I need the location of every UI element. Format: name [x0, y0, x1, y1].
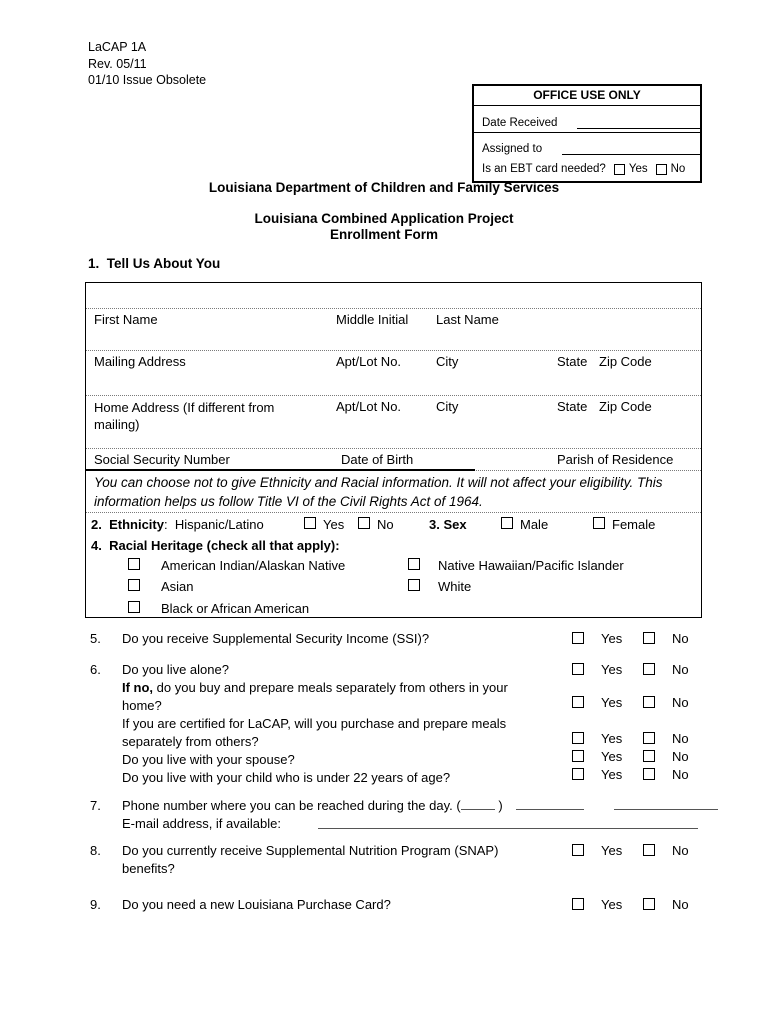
form-title-line1: Louisiana Combined Application Project — [254, 211, 514, 226]
q8-line1: Do you currently receive Supplemental Nutrition Program (SNAP) — [122, 843, 499, 858]
section1-heading-text: Tell Us About You — [106, 256, 221, 271]
q7-line2: E-mail address, if available: — [122, 816, 281, 831]
phone-prefix-field[interactable] — [516, 798, 584, 810]
ethnicity-label: Ethnicity — [109, 517, 164, 532]
date-received-row — [474, 106, 700, 133]
yes-label: Yes — [601, 843, 623, 858]
q7-number: 7. — [90, 798, 101, 813]
female-label: Female — [612, 517, 656, 532]
q6-meals-yes-checkbox[interactable] — [572, 696, 584, 708]
yes-label: Yes — [601, 662, 623, 677]
header-strip-row — [86, 283, 701, 309]
office-use-title: OFFICE USE ONLY — [474, 86, 700, 106]
ebt-question-label: Is an EBT card needed? — [482, 163, 606, 175]
home-address-row[interactable] — [86, 396, 701, 449]
racial-heritage-question — [91, 538, 340, 553]
race-native-hawaiian-checkbox[interactable] — [408, 558, 420, 570]
apt-lot-label: Apt/Lot No. — [336, 399, 402, 414]
first-name-label: First Name — [94, 312, 158, 327]
form-title-line2: Enrollment Form — [329, 227, 438, 242]
hispanic-latino-label: Hispanic/Latino — [174, 517, 264, 532]
no-label: No — [672, 843, 689, 858]
city-label: City — [436, 399, 459, 414]
section1-number: 1. — [88, 256, 100, 271]
yes-label: Yes — [601, 695, 623, 710]
q6-line3: home? — [122, 698, 162, 713]
q8-line2: benefits? — [122, 861, 175, 876]
q8-no-checkbox[interactable] — [643, 844, 655, 856]
ssn-label: Social Security Number — [94, 452, 230, 467]
q5-yes-no — [572, 631, 704, 647]
male-label: Male — [520, 517, 549, 532]
yes-label: Yes — [601, 767, 623, 782]
assigned-to-row — [474, 133, 700, 158]
q6-spouse-yes-checkbox[interactable] — [572, 750, 584, 762]
city-label: City — [436, 354, 459, 369]
email-field[interactable] — [318, 817, 698, 829]
race-american-indian-label: American Indian/Alaskan Native — [161, 558, 346, 573]
ebt-no-checkbox[interactable] — [656, 164, 667, 175]
q6-child-yes-no — [572, 767, 704, 783]
q5-text: Do you receive Supplemental Security Income (SSI)? — [122, 631, 430, 646]
office-use-only-box — [472, 84, 702, 183]
assigned-to-field[interactable] — [562, 142, 700, 155]
q6-line2 — [122, 680, 508, 695]
name-row[interactable] — [86, 309, 701, 351]
sex-female-checkbox[interactable] — [593, 517, 605, 529]
race-american-indian-checkbox[interactable] — [128, 558, 140, 570]
privacy-note-row — [86, 471, 701, 513]
q6-alone-no-checkbox[interactable] — [643, 663, 655, 675]
no-label: No — [672, 695, 689, 710]
form-meta — [88, 39, 206, 89]
race-black-label: Black or African American — [161, 601, 310, 616]
form-revision: Rev. 05/11 — [88, 56, 147, 71]
q6-child-no-checkbox[interactable] — [643, 768, 655, 780]
q6-alone-yes-checkbox[interactable] — [572, 663, 584, 675]
no-label: No — [672, 731, 689, 746]
q6-number: 6. — [90, 662, 101, 677]
yes-label: Yes — [601, 731, 623, 746]
race-native-hawaiian-label: Native Hawaiian/Pacific Islander — [438, 558, 624, 573]
date-of-birth-label: Date of Birth — [341, 452, 414, 467]
state-label: State — [557, 399, 588, 414]
racial-number: 4. — [91, 538, 102, 553]
date-received-field[interactable] — [577, 116, 700, 129]
q6-lacap-no-checkbox[interactable] — [643, 732, 655, 744]
home-address-label: Home Address (If different from mailing) — [94, 400, 275, 432]
racial-label: Racial Heritage (check all that apply): — [109, 538, 340, 553]
ethnicity-question — [91, 517, 264, 532]
sex-number: 3. — [429, 517, 440, 532]
form-code: LaCAP 1A — [88, 40, 147, 54]
sex-male-checkbox[interactable] — [501, 517, 513, 529]
ebt-no-label: No — [670, 163, 686, 175]
q5-number: 5. — [90, 631, 101, 646]
ebt-needed-row — [474, 158, 700, 181]
date-received-label: Date Received — [482, 117, 558, 129]
section1-box — [85, 282, 702, 618]
no-label: No — [672, 662, 689, 677]
apt-lot-label: Apt/Lot No. — [336, 354, 402, 369]
q6-meals-yes-no — [572, 695, 704, 711]
race-white-checkbox[interactable] — [408, 579, 420, 591]
ethnicity-no-checkbox[interactable] — [358, 517, 370, 529]
sex-label: Sex — [443, 517, 467, 532]
race-asian-label: Asian — [161, 579, 194, 594]
zip-code-label: Zip Code — [599, 399, 652, 414]
race-asian-checkbox[interactable] — [128, 579, 140, 591]
no-label: No — [672, 749, 689, 764]
q8-number: 8. — [90, 843, 101, 858]
q6-line1: Do you live alone? — [122, 662, 229, 677]
yes-label: Yes — [601, 749, 623, 764]
agency-title: Louisiana Department of Children and Family Services — [208, 180, 560, 195]
q9-no-checkbox[interactable] — [643, 898, 655, 910]
q5-yes-checkbox[interactable] — [572, 632, 584, 644]
q6-alone-yes-no — [572, 662, 704, 678]
q9-yes-checkbox[interactable] — [572, 898, 584, 910]
q6-line2-rest: do you buy and prepare meals separately from others in your — [153, 680, 508, 695]
ethnicity-yes-checkbox[interactable] — [304, 517, 316, 529]
middle-initial-label: Middle Initial — [336, 312, 409, 327]
sex-question — [429, 517, 467, 532]
phone-number-field[interactable] — [614, 798, 718, 810]
q9-number: 9. — [90, 897, 101, 912]
q6-line6: Do you live with your spouse? — [122, 752, 295, 767]
no-label: No — [672, 767, 689, 782]
q6-spouse-yes-no — [572, 749, 704, 765]
last-name-label: Last Name — [436, 312, 499, 327]
q6-lacap-yes-no — [572, 731, 704, 747]
q6-line5: separately from others? — [122, 734, 259, 749]
q9-text: Do you need a new Louisiana Purchase Card? — [122, 897, 391, 912]
yes-label: Yes — [601, 631, 623, 646]
ethnicity-number: 2. — [91, 517, 102, 532]
q7-open-paren: ( — [456, 798, 461, 813]
q6-meals-no-checkbox[interactable] — [643, 696, 655, 708]
q7-phone-text: Phone number where you can be reached during the day. — [122, 798, 453, 813]
race-white-label: White — [438, 579, 472, 594]
q8-yes-no — [572, 843, 704, 859]
ethnicity-yes-label: Yes — [323, 517, 345, 532]
ebt-yes-label: Yes — [628, 163, 648, 175]
phone-area-code-field[interactable] — [461, 798, 495, 810]
q6-child-yes-checkbox[interactable] — [572, 768, 584, 780]
zip-code-label: Zip Code — [599, 354, 652, 369]
q7-line1 — [122, 798, 718, 813]
assigned-to-label: Assigned to — [482, 143, 543, 155]
q6-line7: Do you live with your child who is under 22 years of age? — [122, 770, 451, 785]
ethnicity-colon: : — [163, 517, 168, 532]
q5-no-checkbox[interactable] — [643, 632, 655, 644]
mailing-address-row[interactable] — [86, 351, 701, 396]
q6-spouse-no-checkbox[interactable] — [643, 750, 655, 762]
parish-label: Parish of Residence — [557, 452, 674, 467]
yes-label: Yes — [601, 897, 623, 912]
q6-lacap-yes-checkbox[interactable] — [572, 732, 584, 744]
state-label: State — [557, 354, 588, 369]
ethnicity-race-row — [86, 513, 701, 618]
section1-heading — [88, 256, 220, 271]
q6-line4: If you are certified for LaCAP, will you purchase and prepare meals — [122, 716, 507, 731]
q8-yes-checkbox[interactable] — [572, 844, 584, 856]
q6-if-no: If no, — [122, 680, 154, 695]
q7-close-paren: ) — [498, 798, 503, 813]
ebt-yes-checkbox[interactable] — [614, 164, 625, 175]
ssn-dob-parish-row[interactable] — [86, 449, 701, 471]
form-obsolete-note: 01/10 Issue Obsolete — [88, 73, 207, 87]
race-black-checkbox[interactable] — [128, 601, 140, 613]
ethnicity-no-label: No — [377, 517, 394, 532]
no-label: No — [672, 897, 689, 912]
mailing-address-label: Mailing Address — [94, 354, 186, 369]
no-label: No — [672, 631, 689, 646]
privacy-note-text: You can choose not to give Ethnicity and Racial information. It will not affect your eligibility. This information helps us follow Title VI of the Civil Rights Act of 1964. — [94, 475, 663, 509]
q9-yes-no — [572, 897, 704, 913]
